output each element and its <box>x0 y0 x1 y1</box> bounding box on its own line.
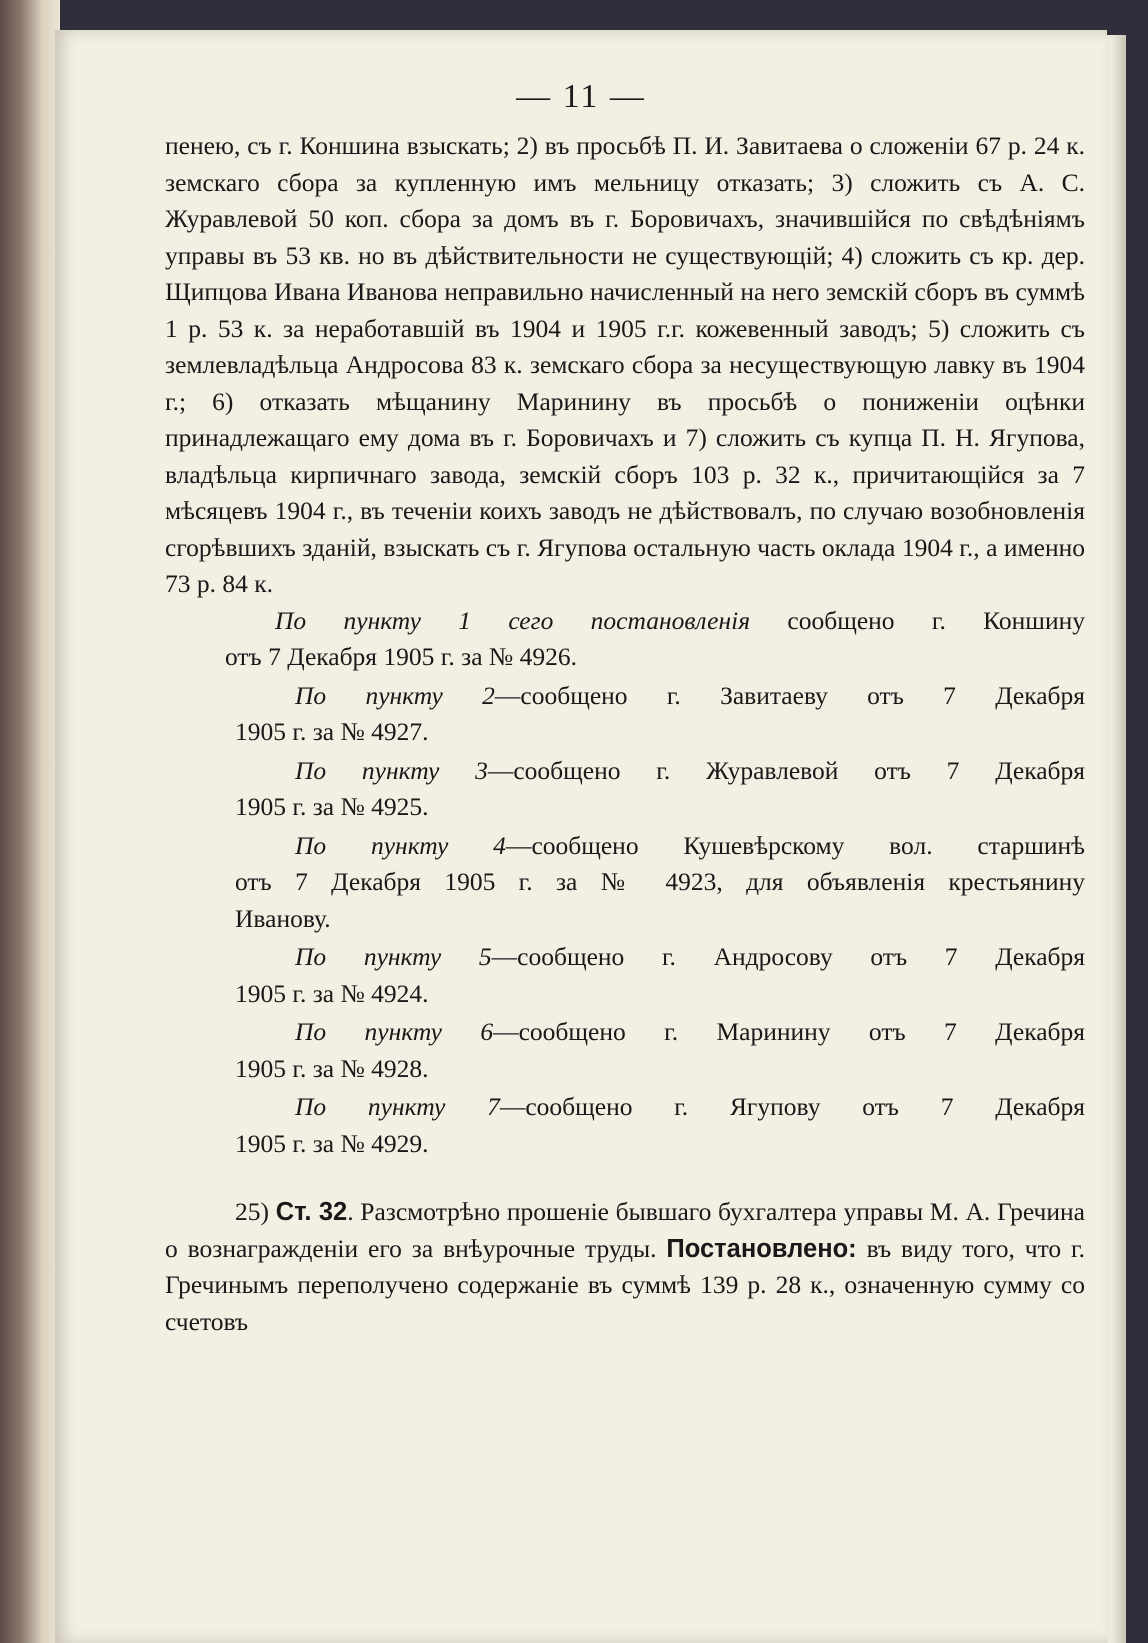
notice-date-line: 1905 г. за № 4924. <box>235 978 429 1008</box>
item-25-paragraph <box>165 1194 1085 1340</box>
notice-text: —сообщено г. Андросову отъ 7 Декабря <box>491 942 1085 971</box>
notice-text: —сообщено Кушевѣрскому вол. старшинѣ <box>505 830 1085 860</box>
main-paragraph: пенею, съ г. Коншина взыскать; 2) въ просьбѣ П. И. Завитаева о сложеніи 67 р. 24 к. земскаго сбора за купленную имъ мельницу отказать; 3) сложить съ А. С. Журавлевой 50 коп. сбора за домъ въ г. Боровичахъ, значившійся по свѣдѣніямъ управы въ 53 кв. но въ дѣйствительности не существующій; 4) сложить съ кр. дер. Щипцова Ивана Иванова неправильно начисленный на него земскій сборъ въ суммѣ 1 р. 53 к. за неработавшій въ 1904 и 1905 г.г. кожевенный заводъ; 5) сложить съ землевладѣльца Андросова 83 к. земскаго сбора за несуществующую лавку въ 1904 г.; 6) отказать мѣщанину Маринину въ просьбѣ о пониженіи оцѣнки принадлежащаго ему дома въ г. Боровичахъ и 7) сложить съ купца П. Н. Ягупова, владѣльца кирпичнаго завода, земскій сборъ 103 р. 32 к., причитающійся за 7 мѣсяцевъ 1904 г., въ теченіи коихъ заводъ не дѣйствовалъ, по случаю возобновленія сгорѣвшихъ зданій, взыскать съ г. Ягупова остальную часть оклада 1904 г., а именно 73 р. 84 к. <box>165 131 1085 598</box>
notice-lead: По пункту 6 <box>295 1017 494 1046</box>
notice-date-line: 1905 г. за № 4929. <box>235 1128 429 1158</box>
notice-lead: По пункту 5 <box>295 942 492 971</box>
item-number: 25) <box>235 1197 269 1226</box>
book-spine <box>0 0 60 1643</box>
notice-text: —сообщено г. Журавлевой отъ 7 Декабря <box>487 755 1085 785</box>
notice-date-line: отъ 7 Декабря 1905 г. за № 4926. <box>225 642 577 671</box>
notice-item-3 <box>165 753 1085 826</box>
notice-date-line: 1905 г. за № 4927. <box>235 717 429 746</box>
body-text <box>165 128 1085 1340</box>
notice-recipient-line: Иванову. <box>235 903 331 933</box>
notice-item-2 <box>165 678 1085 751</box>
resolution-label: Постановлено: <box>666 1234 857 1263</box>
article-reference: Ст. 32 <box>275 1198 348 1226</box>
document-page <box>55 30 1107 1643</box>
notice-item-6 <box>165 1014 1085 1087</box>
notice-item-5 <box>165 939 1085 1012</box>
notice-text: —сообщено г. Завитаеву отъ 7 Декабря <box>494 680 1086 710</box>
notice-item-4 <box>165 828 1085 938</box>
notice-lead: По пункту 1 сего постановленія <box>275 605 751 635</box>
item-text-b: въ виду того, что г. Гречинымъ переполучено содержаніе въ суммѣ 139 р. 28 к., означенную сумму со счетовъ <box>165 1233 1085 1336</box>
notice-item-7 <box>165 1089 1085 1162</box>
page-number: — 11 — <box>516 78 646 115</box>
notice-text: —сообщено г. Ягупову отъ 7 Декабря <box>499 1092 1085 1121</box>
notice-date-line: 1905 г. за № 4928. <box>235 1053 429 1083</box>
notice-item-1 <box>165 603 1085 676</box>
notice-lead: По пункту 3 <box>295 755 488 785</box>
notice-date-line: 1905 г. за № 4925. <box>235 792 429 821</box>
section-gap <box>165 1164 1085 1194</box>
notice-lead: По пункту 7 <box>295 1092 500 1121</box>
notice-text: сообщено г. Коншину <box>750 605 1085 635</box>
notice-lead: По пункту 4 <box>295 830 506 860</box>
notice-text: —сообщено г. Маринину отъ 7 Декабря <box>493 1017 1085 1046</box>
item-text-a: . Разсмотрѣно прошеніе бывшаго бухгалтера управы М. А. Гречина о вознагражденіи его за внѣурочные труды. <box>165 1197 1085 1263</box>
notice-date-line: отъ 7 Декабря 1905 г. за № 4923, для объявленія крестьянину <box>235 867 1085 896</box>
notice-lead: По пункту 2 <box>295 680 495 710</box>
